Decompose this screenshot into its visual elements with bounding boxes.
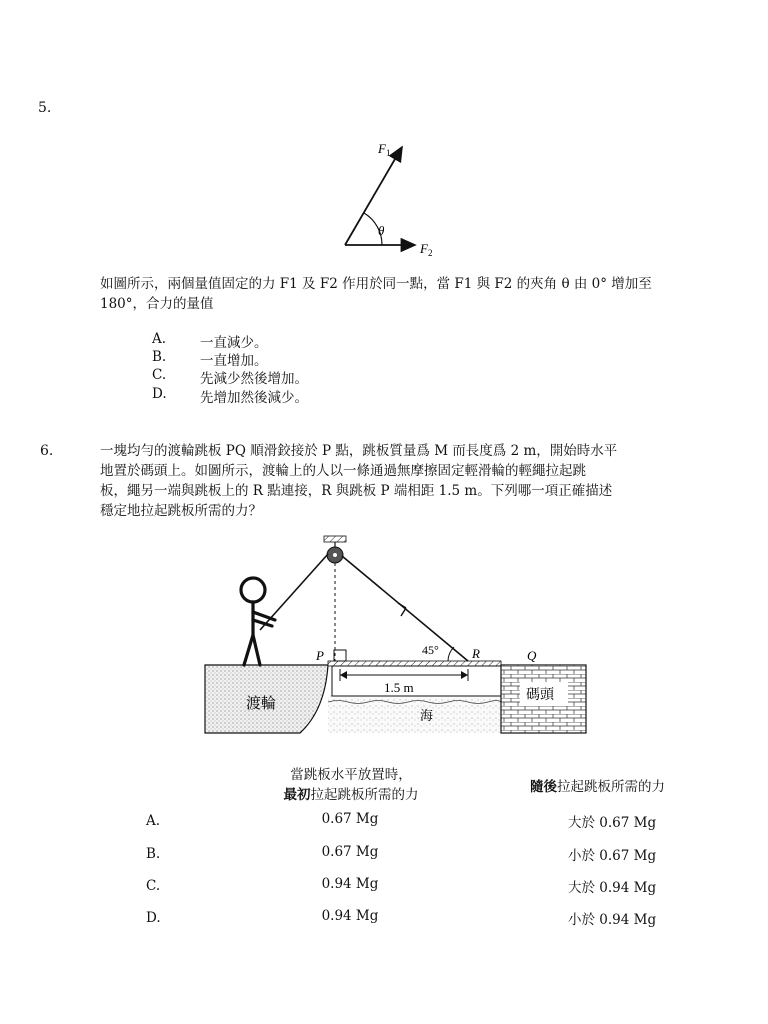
pier-top: [332, 666, 501, 696]
q6-row-b-initial: 0.67 Mg: [321, 844, 379, 860]
q6-row-c-later: 大於 0.94 Mg: [568, 880, 657, 896]
label-distance: 1.5 m: [384, 680, 414, 695]
gangplank: [328, 661, 501, 666]
q6-row-a-later: 大於 0.67 Mg: [568, 815, 657, 831]
q6-col1-header-bold: 最初: [283, 787, 311, 803]
label-angle: 45°: [422, 643, 439, 657]
q6-col1-header-line2: [236, 785, 466, 805]
label-r: R: [472, 646, 480, 661]
q5-option-c-letter: C.: [152, 367, 167, 383]
label-pier: 碼頭: [526, 688, 554, 703]
f1-label: $F_1$: [378, 141, 391, 158]
label-ferry: 渡輪: [246, 696, 277, 712]
q6-row-d-initial: 0.94 Mg: [321, 908, 379, 924]
q6-number: 6.: [40, 443, 54, 459]
q6-col2-header-rest: 拉起跳板所需的力: [557, 779, 665, 795]
q5-force-diagram: [330, 135, 470, 260]
q6-row-a-initial: 0.67 Mg: [321, 811, 379, 827]
q5-option-c-text: 先減少然後增加。: [200, 371, 308, 387]
q6-col1-header-line1: 當跳板水平放置時，: [290, 767, 412, 783]
q6-row-b-letter: B.: [146, 846, 161, 862]
q5-option-a-letter: A.: [152, 331, 167, 347]
q6-row-c-initial: 0.94 Mg: [321, 876, 379, 892]
pulley-mount: [324, 536, 346, 542]
q5-question-line-2: 180°，合力的量值: [100, 296, 214, 312]
f1-vector: [345, 147, 402, 245]
q5-option-b-letter: B.: [152, 349, 167, 365]
q6-col2-header-bold: 隨後: [530, 779, 557, 795]
q6-col1-header-rest: 拉起跳板所需的力: [310, 787, 419, 803]
q6-row-c-letter: C.: [146, 878, 161, 894]
q6-row-d-later: 小於 0.94 Mg: [568, 912, 657, 928]
q5-option-a-text: 一直減少。: [200, 335, 268, 351]
hinge-p: [334, 650, 346, 661]
q5-number: 5.: [38, 100, 52, 116]
label-q: Q: [527, 648, 537, 663]
q5-question-line-1: 如圖所示，兩個量值固定的力 F1 及 F2 作用於同一點，當 F1 與 F2 的夾角 θ 由 0° 增加至: [100, 276, 652, 292]
label-p: P: [316, 648, 324, 663]
label-sea: 海: [420, 708, 434, 723]
q6-question-line-4: 穩定地拉起跳板所需的力？: [100, 503, 262, 519]
q6-row-d-letter: D.: [146, 910, 161, 926]
q6-row-a-letter: A.: [146, 813, 161, 829]
pulley-axle: [333, 553, 337, 557]
f2-label: $F_2$: [420, 241, 433, 258]
q6-gangplank-diagram: [200, 530, 600, 735]
q5-option-d-letter: D.: [152, 386, 167, 402]
q6-row-b-later: 小於 0.67 Mg: [568, 848, 657, 864]
theta-label: θ: [378, 223, 385, 238]
rope-tension-arrow: [398, 603, 406, 616]
q6-question-line-3: 板，繩另一端與跳板上的 R 點連接，R 與跳板 P 端相距 1.5 m。下列哪一項正確描述: [100, 483, 613, 499]
q5-option-b-text: 一直增加。: [200, 353, 268, 369]
q5-option-d-text: 先增加然後減少。: [200, 390, 308, 406]
q6-col1-header: [236, 765, 466, 805]
q6-col2-header: [530, 775, 665, 795]
q6-question-line-2: 地置於碼頭上。如圖所示，渡輪上的人以一條通過無摩擦固定輕滑輪的輕繩拉起跳: [100, 463, 586, 479]
q6-question-line-1: 一塊均勻的渡輪跳板 PQ 順滑鉸接於 P 點，跳板質量爲 M 而長度爲 2 m，開始時水平: [100, 443, 618, 459]
stick-person: [241, 578, 275, 665]
